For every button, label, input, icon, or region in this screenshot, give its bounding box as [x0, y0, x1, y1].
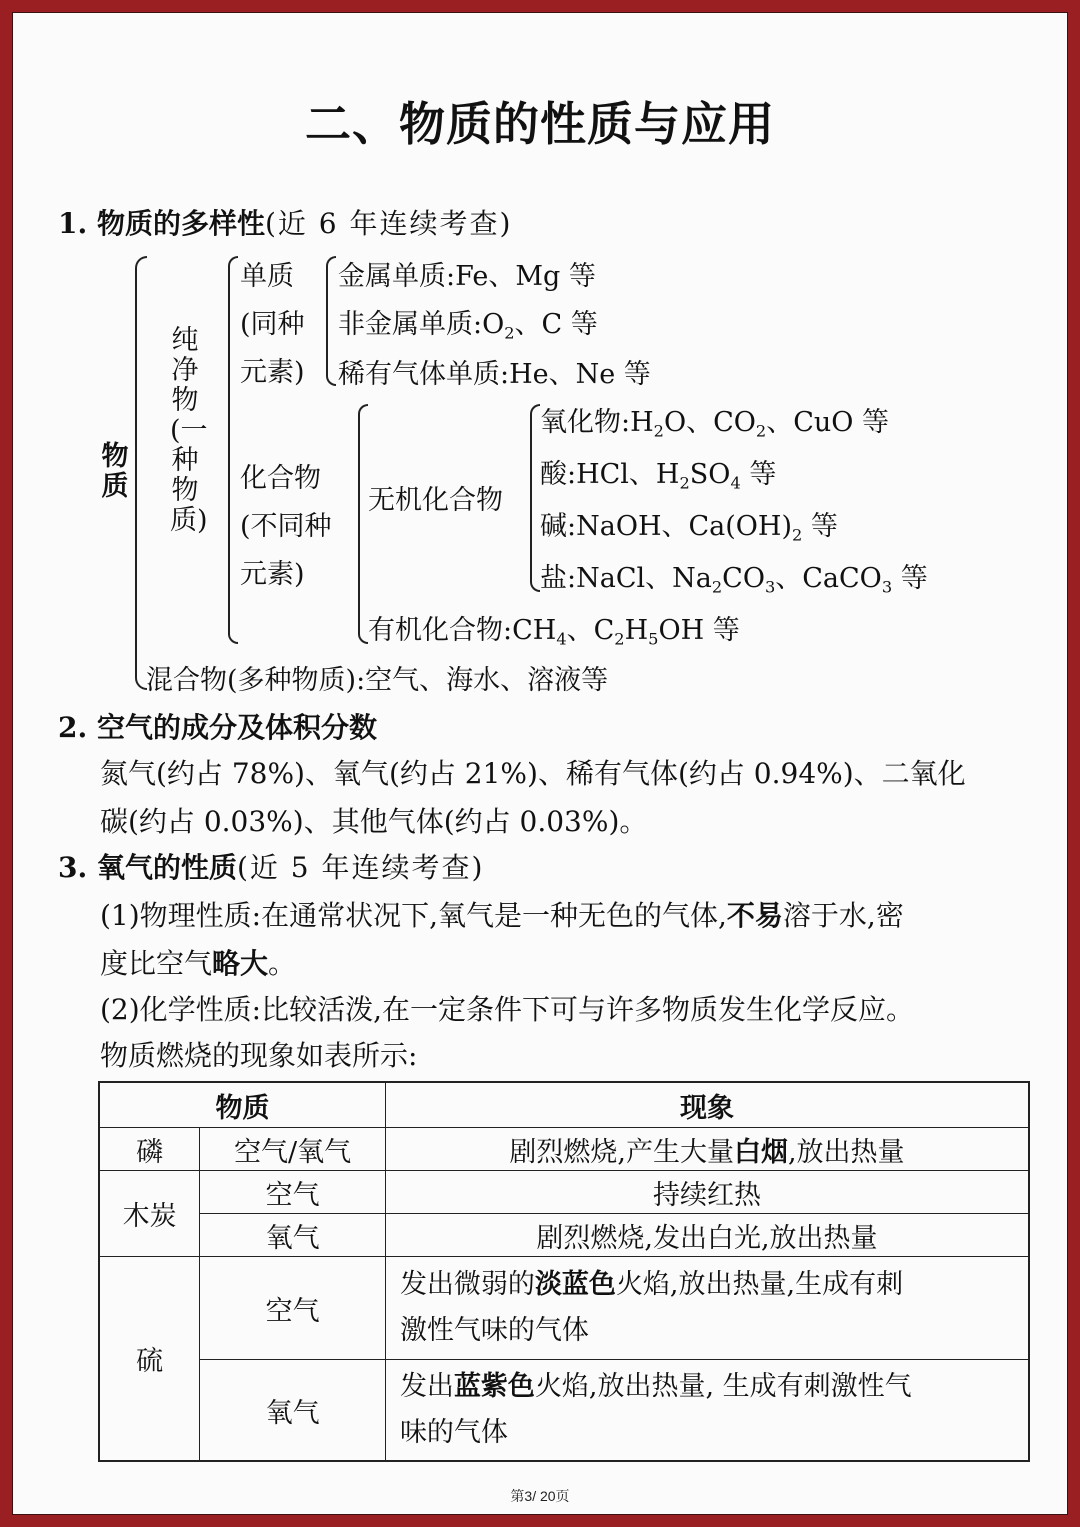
mixture-item: 混合物(多种物质):空气、海水、溶液等 [146, 665, 609, 696]
charcoal-oxygen-phenomenon: 剧烈燃烧,发出白光,放出热量 [385, 1214, 1029, 1257]
phosphorus-condition: 空气/氧气 [200, 1128, 386, 1171]
physical-property-line-2: 度比空气略大。 [100, 947, 297, 980]
sulfur-oxygen-condition: 氧气 [200, 1360, 386, 1462]
compound-label-3: 元素) [240, 559, 305, 590]
oxide-item: 氧化物$:H_2O$、$CO_2$、CuO 等 [540, 407, 889, 441]
charcoal-air-phenomenon: 持续红热 [385, 1171, 1029, 1214]
phosphorus-cell: 磷 [99, 1128, 200, 1171]
page-title: 二、物质的性质与应用 [305, 97, 775, 151]
section-3-heading: 3. 氧气的性质(近 5 年连续考查) [58, 851, 485, 884]
nonmetal-element-item: 非金属单质$:O_2$、C 等 [338, 309, 598, 343]
brace-element [326, 256, 336, 386]
header-substance: 物质 [99, 1082, 385, 1128]
brace-compound [358, 404, 368, 644]
organic-item: 有机化合物$:CH_4$、$C_2H_5OH$ 等 [368, 615, 740, 649]
table-row [99, 1214, 1029, 1257]
table-row [99, 1171, 1029, 1214]
table-header-row [99, 1082, 1029, 1128]
page-number: 第3/ 20页 [510, 1488, 570, 1504]
noble-gas-item: 稀有气体单质:He、Ne 等 [338, 359, 651, 390]
element-label-2: (同种 [240, 309, 305, 340]
charcoal-air-condition: 空气 [200, 1171, 386, 1214]
sulfur-oxygen-phenomenon: 发出蓝紫色火焰,放出热量, 生成有刺激性气 味的气体 [385, 1360, 1029, 1462]
sulfur-cell: 硫 [99, 1257, 200, 1462]
metal-element-item: 金属单质:Fe、Mg 等 [338, 261, 596, 292]
phosphorus-phenomenon: 剧烈燃烧,产生大量白烟,放出热量 [385, 1128, 1029, 1171]
section-2-heading: 2. 空气的成分及体积分数 [58, 711, 377, 744]
physical-property-line-1: (1)物理性质:在通常状况下,氧气是一种无色的气体,不易溶于水,密 [100, 899, 904, 932]
table-row [99, 1128, 1029, 1171]
compound-label-1: 化合物 [240, 463, 321, 494]
element-label-1: 单质 [240, 261, 294, 292]
compound-label-2: (不同种 [240, 511, 332, 542]
brace-inorganic [530, 404, 540, 592]
acid-item: 酸:HCl、$H_2SO_4$ 等 [540, 459, 777, 493]
brace-pure [228, 256, 238, 644]
charcoal-cell: 木炭 [99, 1171, 200, 1257]
root-label: 物质 [101, 441, 129, 502]
sulfur-air-phenomenon: 发出微弱的淡蓝色火焰,放出热量,生成有刺 激性气味的气体 [385, 1257, 1029, 1360]
header-phenomenon: 现象 [385, 1082, 1029, 1128]
air-composition-line-2: 碳(约占 0.03%)、其他气体(约占 0.03%)。 [100, 805, 648, 838]
element-label-3: 元素) [240, 357, 305, 388]
base-item: 碱:NaOH、$Ca(OH)_2$ 等 [540, 511, 838, 545]
salt-item: 盐:NaCl、$Na_2CO_3$、CaCO$_3$ 等 [540, 563, 928, 597]
chemical-property-line: (2)化学性质:比较活泼,在一定条件下可与许多物质发生化学反应。 [100, 993, 914, 1026]
charcoal-oxygen-condition: 氧气 [200, 1214, 386, 1257]
brace-root [135, 256, 147, 690]
sulfur-air-condition: 空气 [200, 1257, 386, 1360]
air-composition-line-1: 氮气(约占 78%)、氧气(约占 21%)、稀有气体(约占 0.94%)、二氧化 [100, 757, 966, 790]
inorganic-label: 无机化合物 [368, 485, 503, 516]
table-row [99, 1360, 1029, 1462]
pure-substance-label: 纯净物(一种物质) [170, 325, 208, 536]
combustion-table [98, 1081, 1030, 1462]
table-row [99, 1257, 1029, 1360]
section-1-heading: 1. 物质的多样性(近 6 年连续考查) [58, 207, 513, 240]
table-intro: 物质燃烧的现象如表所示: [100, 1039, 418, 1072]
